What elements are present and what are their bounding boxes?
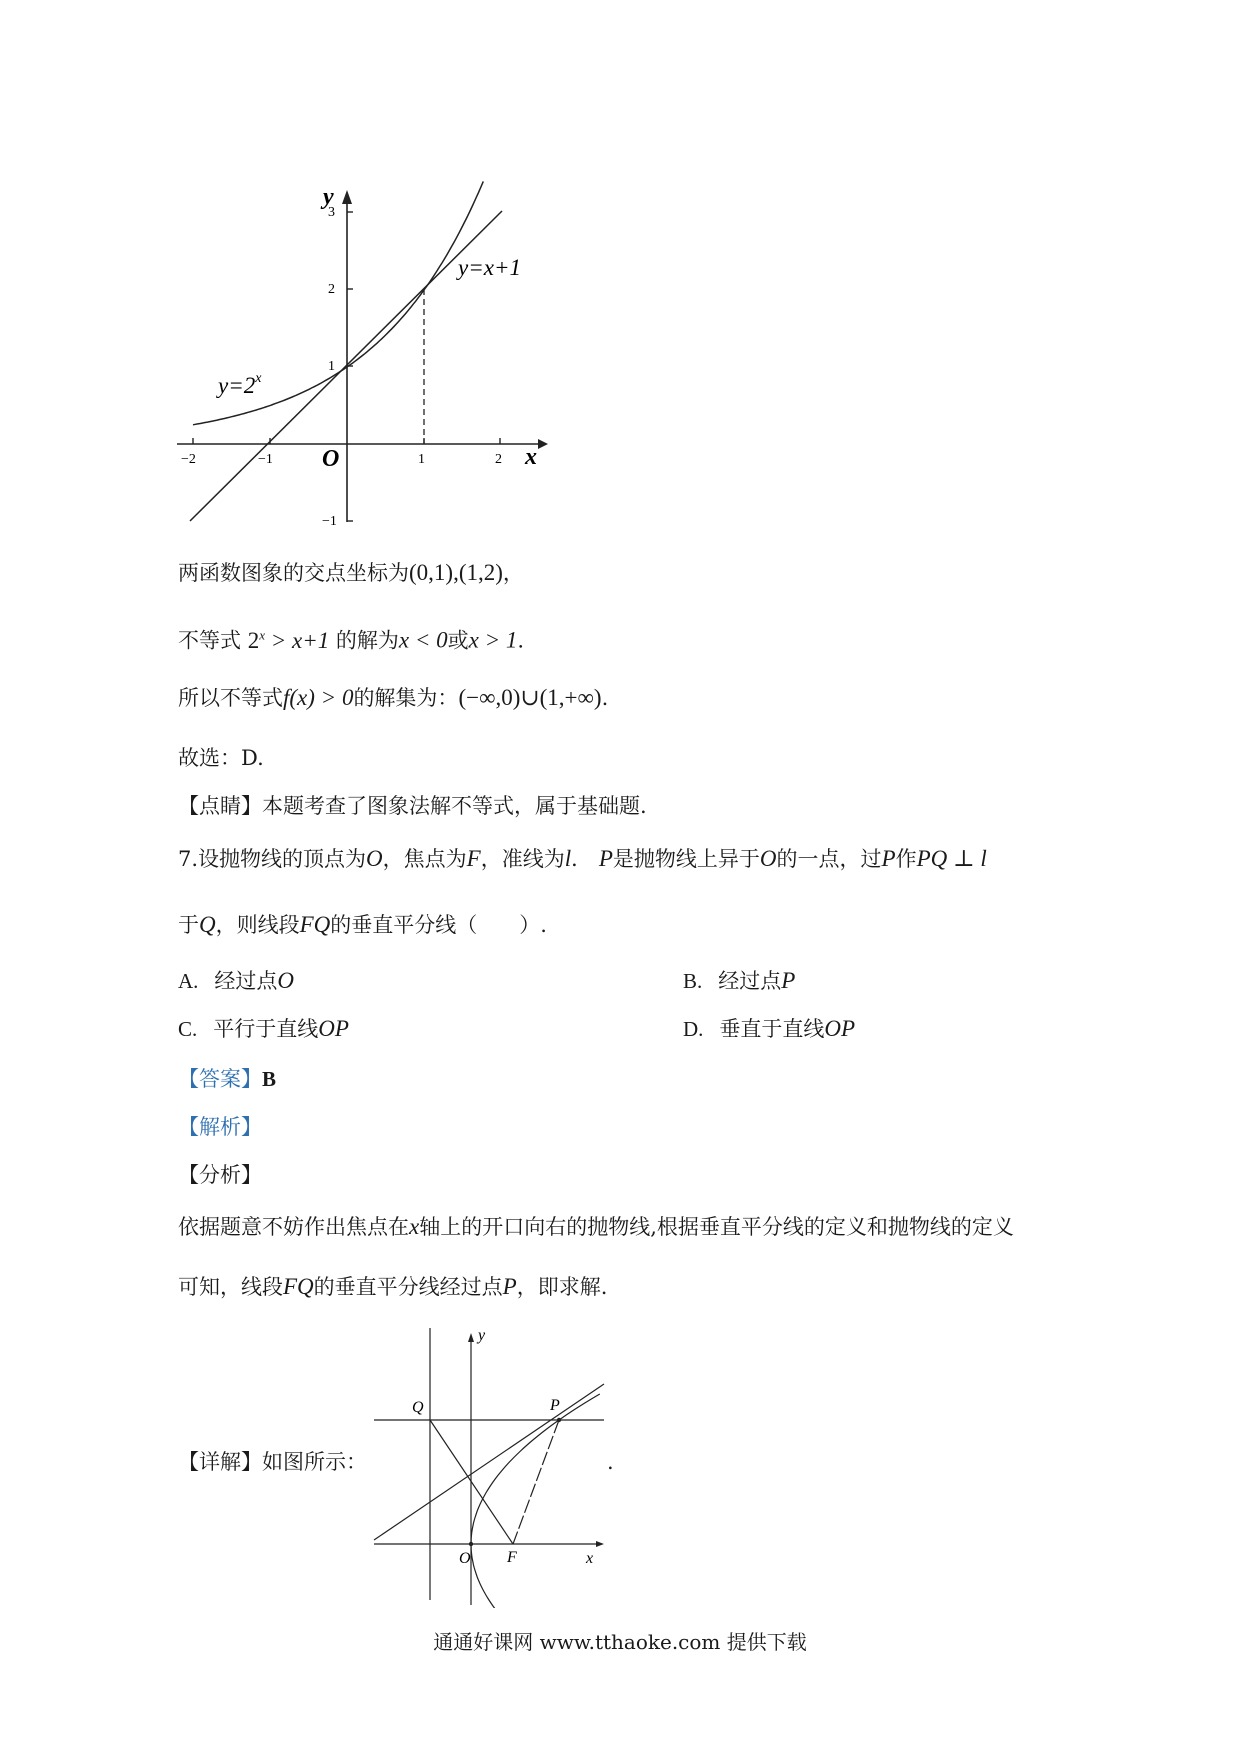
point-p-label: P <box>550 1397 560 1414</box>
option-d[interactable]: D. 垂直于直线OP <box>683 1016 856 1041</box>
x-label: x <box>586 1550 594 1567</box>
y-tick-label: −1 <box>322 514 337 529</box>
analysis-tag: 【解析】 <box>178 1115 262 1139</box>
answer-tag: 【答案】 <box>178 1067 262 1091</box>
detail-end: . <box>607 1450 614 1474</box>
intersections-math: (0,1),(1,2) <box>409 560 503 585</box>
line-label: y=x+1 <box>458 255 521 280</box>
x-tick-label: −1 <box>258 452 273 467</box>
point-f-label: F <box>507 1549 517 1566</box>
point-p-dot <box>557 1418 561 1422</box>
page-footer: 通通好课网 www.tthaoke.com 提供下载 <box>433 1630 807 1654</box>
detail-tag: 【详解】如图所示： <box>178 1450 367 1474</box>
x-tick-label: −2 <box>181 452 196 467</box>
point-o-label: O <box>459 1550 471 1567</box>
exp-curve-label: $y=2^x$ <box>218 371 262 398</box>
q7-number: 7. <box>178 847 199 871</box>
inequality-line: 不等式 $2^x > x+1$ 的解为x < 0或x > 1. <box>178 627 525 653</box>
y-tick-label: 3 <box>328 205 335 220</box>
inequality-math: $2^x > x+1$ <box>247 627 330 653</box>
fenxi-tag: 【分析】 <box>178 1163 262 1187</box>
x-tick-label: 1 <box>418 452 425 467</box>
figure-exponential-vs-line <box>170 158 550 530</box>
x-axis-arrow <box>596 1541 604 1547</box>
figure-parabola <box>370 1320 620 1608</box>
perpendicular-bisector <box>374 1384 604 1540</box>
set-math: f(x) > 0 <box>283 685 354 710</box>
option-c[interactable]: C. 平行于直线OP <box>178 1016 349 1041</box>
y-label: y <box>478 1327 486 1344</box>
option-b[interactable]: B. 经过点P <box>683 968 796 993</box>
comment-line: 【点睛】本题考查了图象法解不等式，属于基础题. <box>178 794 647 818</box>
option-a[interactable]: A. 经过点O <box>178 968 295 993</box>
y-tick-label: 1 <box>328 359 335 374</box>
parabola-curve <box>471 1394 600 1608</box>
point-q-label: Q <box>412 1399 424 1416</box>
set-answer: (−∞,0)∪(1,+∞) <box>458 685 602 710</box>
y-axis-arrow <box>468 1333 474 1342</box>
origin-label: O <box>322 446 340 472</box>
intersections-line: 两函数图象的交点坐标为(0,1),(1,2)， <box>178 560 524 585</box>
choice-line: 故选：D. <box>178 746 264 770</box>
q7-stem-line-1: 7.设抛物线的顶点为O，焦点为F，准线为l． P是抛物线上异于O的一点，过P作PQ ⊥ l <box>178 846 987 871</box>
x-tick-label: 2 <box>495 452 502 467</box>
y-axis-arrow <box>342 190 352 204</box>
solution-set-line: 所以不等式f(x) > 0的解集为：(−∞,0)∪(1,+∞). <box>178 685 609 710</box>
y-axis-label: y <box>323 184 334 210</box>
x-axis-arrow <box>538 439 548 449</box>
line-y-eq-x-plus-1 <box>190 211 502 521</box>
comment-tag: 【点睛】 <box>178 794 262 818</box>
q7-stem-line-2: 于Q，则线段FQ的垂直平分线（ ）. <box>178 912 547 937</box>
answer-line <box>178 1064 276 1094</box>
segment-pf <box>513 1420 559 1544</box>
detail-line <box>178 1447 367 1477</box>
fenxi-line-2: 可知，线段FQ的垂直平分线经过点P，即求解. <box>178 1274 608 1299</box>
x-axis-label: x <box>525 444 537 470</box>
exp-curve-label-exponent: x <box>255 371 262 386</box>
point-o-dot <box>469 1542 473 1546</box>
fenxi-line-1: 依据题意不妨作出焦点在x轴上的开口向右的抛物线,根据垂直平分线的定义和抛物线的定义 <box>178 1214 1014 1239</box>
answer-value: B <box>262 1067 277 1091</box>
y-tick-label: 2 <box>328 282 335 297</box>
